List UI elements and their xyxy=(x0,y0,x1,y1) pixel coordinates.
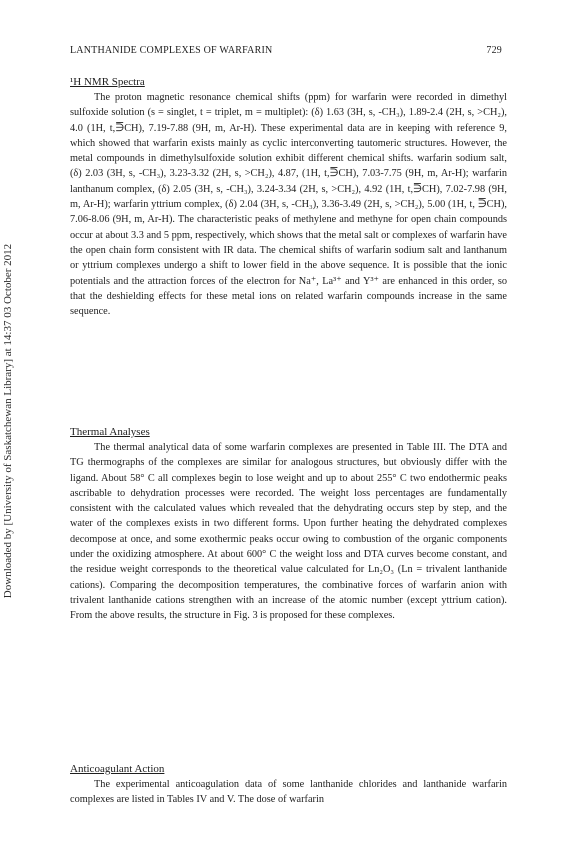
running-title: LANTHANIDE COMPLEXES OF WARFARIN xyxy=(70,45,273,56)
paragraph-anticoagulant: The experimental anticoagulation data of some lanthanide chlorides and lanthanide warfarin complexes are listed in Tables IV and V. The dose of warfarin xyxy=(70,779,507,806)
section-nmr-spectra xyxy=(70,75,507,319)
paragraph-thermal: The thermal analytical data of some warfarin complexes are presented in Table III. The DTA and TG thermographs of the complexes are similar for analogous structures, but obviously differ with the ligand. About 58° C all complexes begin to lose weight and up to about 255° C two endothermic peaks ascribable to dehydration processes were recorded. The weight loss percentages are fundamentally consistent with the calculated values which revealed that the dehydrating occurs step by step, and the water of the complexes exists in two different forms. Upon further heating the dehydrated complexes decompose at once, and some exothermic peaks occur owing to combustion of the organic components under the oxidizing atmosphere. At about 600° C the weight loss and DTA curves become constant, and the residue weight corresponds to the theoretical value calculated for Ln₂O₃ (Ln = trivalent lanthanide cations). Comparing the decomposition temperatures, the combinative forces of warfarin anion with trivalent lanthanide cations strengthen with an increase of the atomic number (except yttrium cation). From the above results, the structure in Fig. 3 is proposed for these complexes. xyxy=(70,442,507,622)
paragraph-nmr: The proton magnetic resonance chemical shifts (ppm) for warfarin were recorded in dimethyl sulfoxide solution (s = singlet, t = triplet, m = multiplet): (δ) 1.63 (3H, s, -CH₃), 1.89-2.4 (2H, s, >CH₂), 4.0 (1H, t,⋽CH), 7.19-7.88 (9H, m, Ar-H). These experimental data are in keeping with reference 9, which showed that warfarin exists mainly as cyclic interconverting tautomeric structures. However, the metal compounds in dimethylsulfoxide solution exhibit different chemical shifts. warfarin sodium salt, (δ) 2.03 (3H, s, -CH₃), 3.23-3.32 (2H, s, >CH₂), 4.87, (1H, t,⋽CH), 7.03-7.75 (9H, m, Ar-H); warfarin lanthanum complex, (δ) 2.05 (3H, s, -CH₃), 3.24-3.34 (2H, s, >CH₂), 4.92 (1H, t,⋽CH), 7.02-7.98 (9H, m, Ar-H); warfarin yttrium complex, (δ) 2.04 (3H, s, -CH₃), 3.36-3.49 (2H, s, >CH₂), 5.00 (1H, t, ⋽CH), 7.06-8.06 (9H, m, Ar-H). The characteristic peaks of methylene and methyne for open chain compounds occur at about 3.3 and 5 ppm, respectively, which shows that the metal salt or complexes of warfarin have the open chain form consistent with IR data. The chemical shifts of warfarin sodium salt and lanthanum or yttrium complexes undergo a shift to lower field in the above sequence. It is possible that the ionic potentials and the attraction forces of the electron for Na⁺, La³⁺ and Y³⁺ are enhanced in this order, so that the deshielding effects for these metal ions on related warfarin compounds increase in the same sequence. xyxy=(70,92,507,318)
section-heading-nmr: ¹H NMR Spectra xyxy=(70,76,145,88)
download-watermark: Downloaded by [University of Saskatchewan Library] at 14:37 03 October 2012 xyxy=(2,243,14,599)
section-anticoagulant-action xyxy=(70,762,507,808)
page-number: 729 xyxy=(486,45,502,56)
section-heading-thermal: Thermal Analyses xyxy=(70,426,150,438)
section-heading-anticoagulant: Anticoagulant Action xyxy=(70,763,165,775)
section-thermal-analyses xyxy=(70,425,507,624)
